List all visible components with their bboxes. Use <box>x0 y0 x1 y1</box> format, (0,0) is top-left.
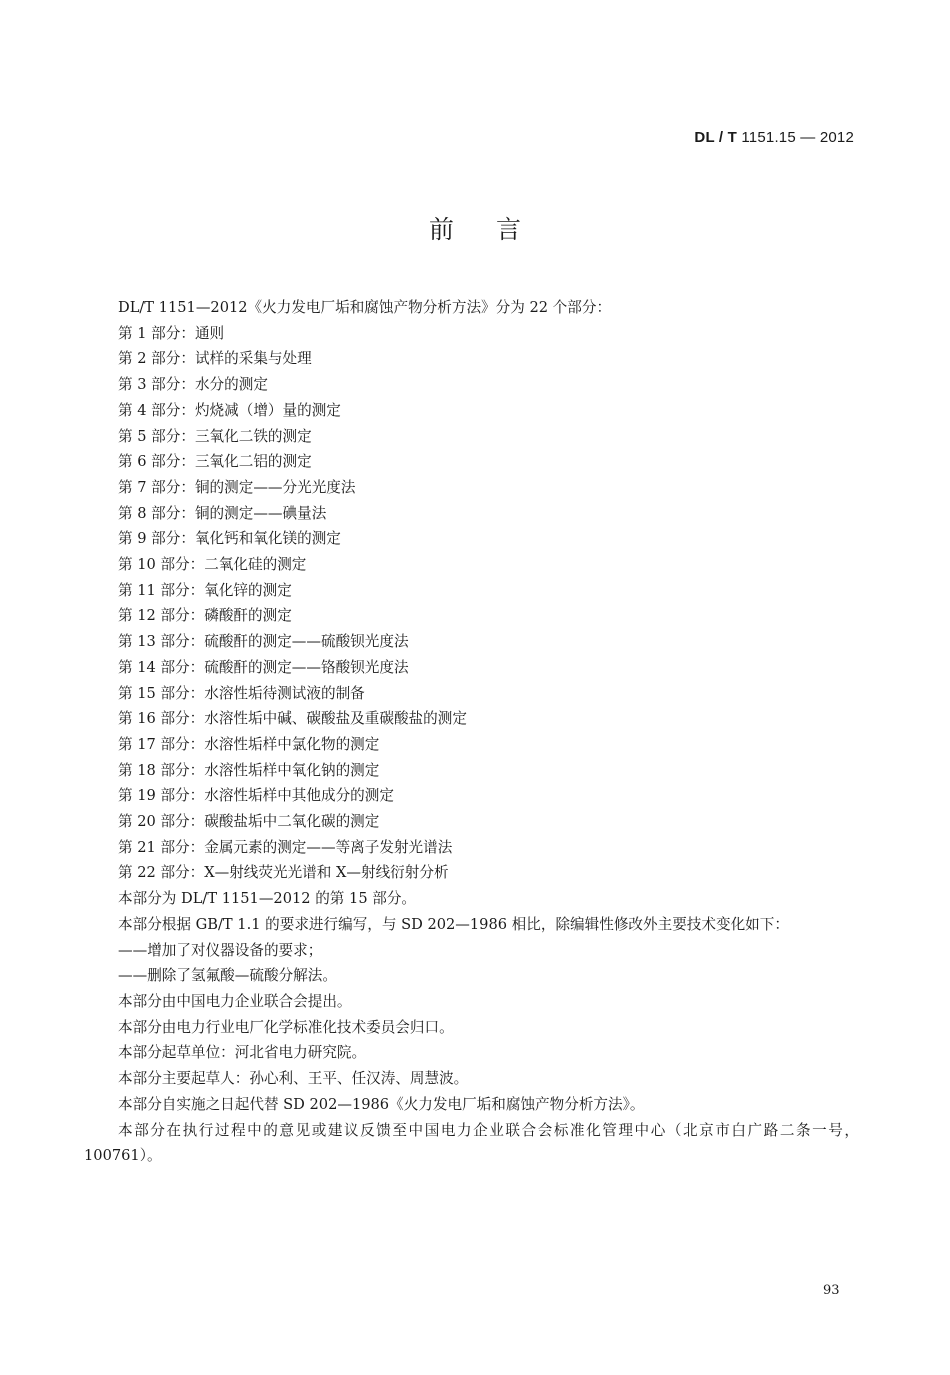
part-item: 第 2 部分：试样的采集与处理 <box>118 350 312 368</box>
part-item: 第 8 部分：铜的测定——碘量法 <box>118 504 327 522</box>
paragraph: DL/T 1151—2012《火力发电厂垢和腐蚀产物分析方法》分为 22 个部分： <box>118 299 612 316</box>
part-item: 第 18 部分：水溶性垢样中氧化钠的测定 <box>118 761 380 779</box>
part-item: 第 7 部分：铜的测定——分光光度法 <box>118 478 356 496</box>
paragraph: 本部分主要起草人：孙心利、王平、任汉涛、周慧波。 <box>118 1070 469 1088</box>
part-item: 第 16 部分：水溶性垢中碱、碳酸盐及重碳酸盐的测定 <box>118 710 467 728</box>
standard-code <box>694 129 854 146</box>
page-number: 93 <box>823 1283 840 1298</box>
part-item: 第 13 部分：硫酸酐的测定——硫酸钡光度法 <box>118 633 409 651</box>
paragraph: 本部分由电力行业电厂化学标准化技术委员会归口。 <box>118 1018 454 1036</box>
part-item: 第 14 部分：硫酸酐的测定——铬酸钡光度法 <box>118 658 409 676</box>
part-item: 第 3 部分：水分的测定 <box>118 376 268 394</box>
part-item: 第 11 部分：氧化锌的测定 <box>118 581 292 599</box>
paragraph: 本部分由中国电力企业联合会提出。 <box>118 992 352 1010</box>
part-item: 第 20 部分：碳酸盐垢中二氧化碳的测定 <box>118 813 380 831</box>
standard-code-prefix: DL / T <box>694 129 738 146</box>
standard-code-suffix: 1151.15 — 2012 <box>737 129 854 146</box>
part-item: 第 15 部分：水溶性垢待测试液的制备 <box>118 684 365 702</box>
part-item: 第 1 部分：通则 <box>118 324 225 342</box>
part-item: 第 22 部分：X—射线荧光光谱和 X—射线衍射分析 <box>118 864 449 882</box>
part-item: 第 4 部分：灼烧减（增）量的测定 <box>118 401 341 419</box>
paragraph: 本部分为 DL/T 1151—2012 的第 15 部分。 <box>118 890 417 908</box>
part-item: 第 19 部分：水溶性垢样中其他成分的测定 <box>118 787 394 805</box>
foreword-body <box>84 295 859 1169</box>
part-item: 第 12 部分：磷酸酐的测定 <box>118 607 292 625</box>
change-item: ——删除了氢氟酸—硫酸分解法。 <box>118 967 337 985</box>
paragraph: 本部分根据 GB/T 1.1 的要求进行编写，与 SD 202—1986 相比，除编辑性修改外主要技术变化如下： <box>118 915 789 933</box>
change-item: ——增加了对仪器设备的要求； <box>118 941 323 959</box>
part-item: 第 5 部分：三氧化二铁的测定 <box>118 427 312 445</box>
paragraph: 本部分自实施之日起代替 SD 202—1986《火力发电厂垢和腐蚀产物分析方法》。 <box>118 1095 645 1113</box>
part-item: 第 17 部分：水溶性垢样中氯化物的测定 <box>118 735 380 753</box>
paragraph: 本部分在执行过程中的意见或建议反馈至中国电力企业联合会标准化管理中心（北京市白广路二条一号，100761）。 <box>84 1121 859 1165</box>
part-item: 第 9 部分：氧化钙和氧化镁的测定 <box>118 530 341 548</box>
paragraph: 本部分起草单位：河北省电力研究院。 <box>118 1044 367 1062</box>
part-item: 第 10 部分：二氧化硅的测定 <box>118 556 307 574</box>
part-item: 第 21 部分：金属元素的测定——等离子发射光谱法 <box>118 838 453 856</box>
page-title: 前言 <box>428 215 563 244</box>
part-item: 第 6 部分：三氧化二铝的测定 <box>118 453 312 471</box>
